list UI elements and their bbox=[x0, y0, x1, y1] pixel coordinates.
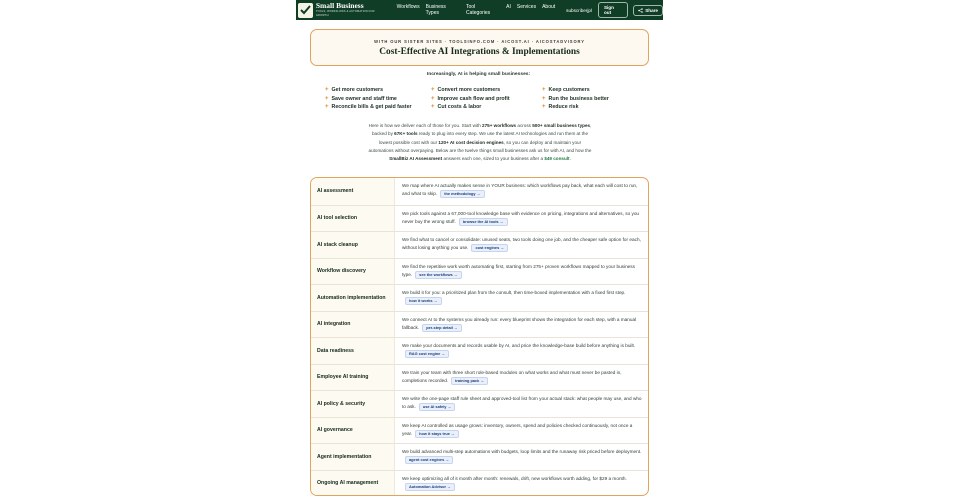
service-link[interactable]: training pack → bbox=[451, 377, 488, 385]
service-description: We find what to cancel or consolidate: unused seats, two tools doing one job, and the cheaper safe option for each, without losing anything you use. cost engines → bbox=[402, 237, 641, 251]
service-name: AI policy & security bbox=[311, 391, 395, 417]
service-name: AI tool selection bbox=[311, 206, 395, 232]
service-link[interactable]: Automation Advisor → bbox=[405, 483, 455, 491]
service-description: We keep optimizing all of it month after month: renewals, drift, new workflows worth adding, for $29 a month.Automation Advisor → bbox=[402, 475, 627, 489]
brand-name: Small Business bbox=[315, 1, 364, 10]
service-name: AI governance bbox=[311, 418, 395, 444]
service-link[interactable]: see the workflows → bbox=[415, 271, 462, 279]
service-name: Data readiness bbox=[311, 338, 395, 364]
services-table bbox=[310, 177, 649, 496]
service-name: Workflow discovery bbox=[311, 259, 395, 285]
nav-business-types[interactable]: Business Types bbox=[425, 4, 446, 16]
intro-lead: Increasingly, AI is helping small businesses: bbox=[426, 72, 531, 77]
share-icon bbox=[638, 8, 643, 13]
benefit-item: + Run the business better bbox=[542, 95, 609, 102]
service-link[interactable]: how it stays true → bbox=[415, 430, 459, 438]
benefit-item: + Reconcile bills & get paid faster bbox=[325, 104, 412, 111]
service-description: We build it for you: a prioritized plan from the consult, then time-boxed implementation with a fixed first step.how it works → bbox=[402, 290, 626, 304]
service-row bbox=[311, 364, 648, 391]
plus-icon: + bbox=[542, 87, 546, 93]
service-description: We build advanced multi-step automations with budgets, loop limits and the runaway risk priced before deployment.agent cost engines → bbox=[402, 449, 642, 463]
service-name: AI stack cleanup bbox=[311, 232, 395, 258]
service-description: We connect AI to the systems you already run: every blueprint shows the integration for each step, with a manual fallback. per-step detail → bbox=[402, 316, 637, 330]
plus-icon: + bbox=[325, 95, 329, 102]
service-row bbox=[311, 390, 648, 417]
plus-icon: + bbox=[431, 95, 435, 102]
site-logo[interactable] bbox=[298, 2, 388, 18]
service-link[interactable]: cost engines → bbox=[471, 244, 508, 252]
plus-icon: + bbox=[431, 104, 435, 111]
signout-button[interactable]: Sign out bbox=[598, 2, 628, 18]
service-link[interactable]: use AI safely → bbox=[419, 403, 456, 411]
top-navbar bbox=[296, 0, 663, 20]
nav-ai[interactable]: AI bbox=[506, 4, 511, 10]
service-link[interactable]: browse the AI tools → bbox=[459, 218, 508, 226]
plus-icon: + bbox=[325, 104, 329, 111]
intro-description: Here is how we deliver each of those for you. Start with 275+ workflows across 500+ small business types, backed by 67K+ tools ready to plug into every step. We use the latest AI technologies and run them at the lowest possible cost with our 120+ AI cost decision engines, so you can deploy and maintain your automations without overpaying. Below are the twelve things small businesses ask us for with AI, and how the SmallBiz AI Assessment answers each one, sized to your business after a $49 consult. bbox=[368, 123, 592, 162]
service-row bbox=[311, 337, 648, 364]
service-name: AI integration bbox=[311, 312, 395, 338]
benefit-item: + Get more customers bbox=[325, 87, 384, 93]
service-description: We map where AI actually makes sense in YOUR business: which workflows pay back, what each will cost to run, and what to skip. the methodology → bbox=[402, 183, 638, 197]
benefits-list bbox=[325, 87, 645, 110]
sister-sites-card bbox=[310, 29, 649, 66]
service-row bbox=[311, 205, 648, 232]
benefit-item: + Convert more customers bbox=[431, 87, 501, 93]
page-title: Cost-Effective AI Integrations & Implementations bbox=[379, 47, 580, 57]
brand-tagline: TOOLS, WORKFLOWS & AUTOMATION FOR GROWTH bbox=[315, 10, 375, 17]
nav-tool-categories[interactable]: Tool Categories bbox=[466, 4, 491, 16]
benefit-item: + Reduce risk bbox=[542, 104, 579, 111]
service-link[interactable]: how it works → bbox=[405, 297, 442, 305]
plus-icon: + bbox=[431, 87, 435, 93]
username[interactable]: subscriberjpl bbox=[566, 7, 592, 13]
sister-sites-kicker[interactable]: WITH OUR SISTER SITES · TOOLSINFO.COM · AICOST.AI · AICOSTADVISORY bbox=[374, 39, 585, 44]
service-description: We make your documents and records usable by AI, and price the knowledge-base build before anything is built.RAG cost engine → bbox=[402, 343, 636, 357]
benefit-item: + Cut costs & labor bbox=[431, 104, 482, 111]
service-row bbox=[311, 443, 648, 470]
service-description: We find the repetitive work worth automating first, starting from 275+ proven workflows mapped to your business type. see the workflows → bbox=[402, 263, 635, 277]
service-row bbox=[311, 258, 648, 285]
nav-workflows[interactable]: Workflows bbox=[396, 4, 420, 10]
service-link[interactable]: the methodology → bbox=[440, 190, 484, 198]
service-description: We keep AI controlled as usage grows: inventory, owners, spend and policies checked continuously, not once a year. how it stays true → bbox=[402, 422, 633, 436]
share-label: Share bbox=[645, 7, 658, 13]
service-link[interactable]: per-step detail → bbox=[422, 324, 462, 332]
service-description: We write the one-page staff rule sheet and approved-tool list from your actual stack: what people may use, and who to ask. use AI safely → bbox=[402, 396, 642, 410]
service-description: We train your team with three short role-based modules on what works and what must never be pasted in, completions recorded. training pack → bbox=[402, 369, 622, 383]
service-row bbox=[311, 470, 648, 497]
plus-icon: + bbox=[542, 95, 546, 102]
service-row bbox=[311, 178, 648, 205]
plus-icon: + bbox=[542, 104, 546, 111]
service-row bbox=[311, 311, 648, 338]
service-row bbox=[311, 284, 648, 311]
checkmark-logo-icon bbox=[298, 3, 313, 18]
service-name: Ongoing AI management bbox=[311, 471, 395, 497]
service-row bbox=[311, 417, 648, 444]
main-nav bbox=[397, 4, 562, 16]
benefit-item: + Save owner and staff time bbox=[325, 95, 397, 102]
nav-services[interactable]: Services bbox=[516, 4, 537, 10]
share-button[interactable] bbox=[633, 5, 663, 16]
service-name: Employee AI training bbox=[311, 365, 395, 391]
service-link[interactable]: RAG cost engine → bbox=[405, 350, 449, 358]
service-name: Automation implementation bbox=[311, 285, 395, 311]
nav-about[interactable]: About bbox=[542, 4, 556, 10]
plus-icon: + bbox=[325, 87, 329, 93]
service-row bbox=[311, 231, 648, 258]
service-description: We pick tools against a 67,000-tool knowledge base with evidence on pricing, integrations and alternatives, so you never buy the wrong stuff. browse the AI tools → bbox=[402, 210, 640, 224]
service-link[interactable]: agent cost engines → bbox=[405, 456, 453, 464]
benefit-item: + Keep customers bbox=[542, 87, 590, 93]
benefit-item: + Improve cash flow and profit bbox=[431, 95, 510, 102]
service-name: AI assessment bbox=[311, 178, 395, 205]
service-name: Agent implementation bbox=[311, 444, 395, 470]
